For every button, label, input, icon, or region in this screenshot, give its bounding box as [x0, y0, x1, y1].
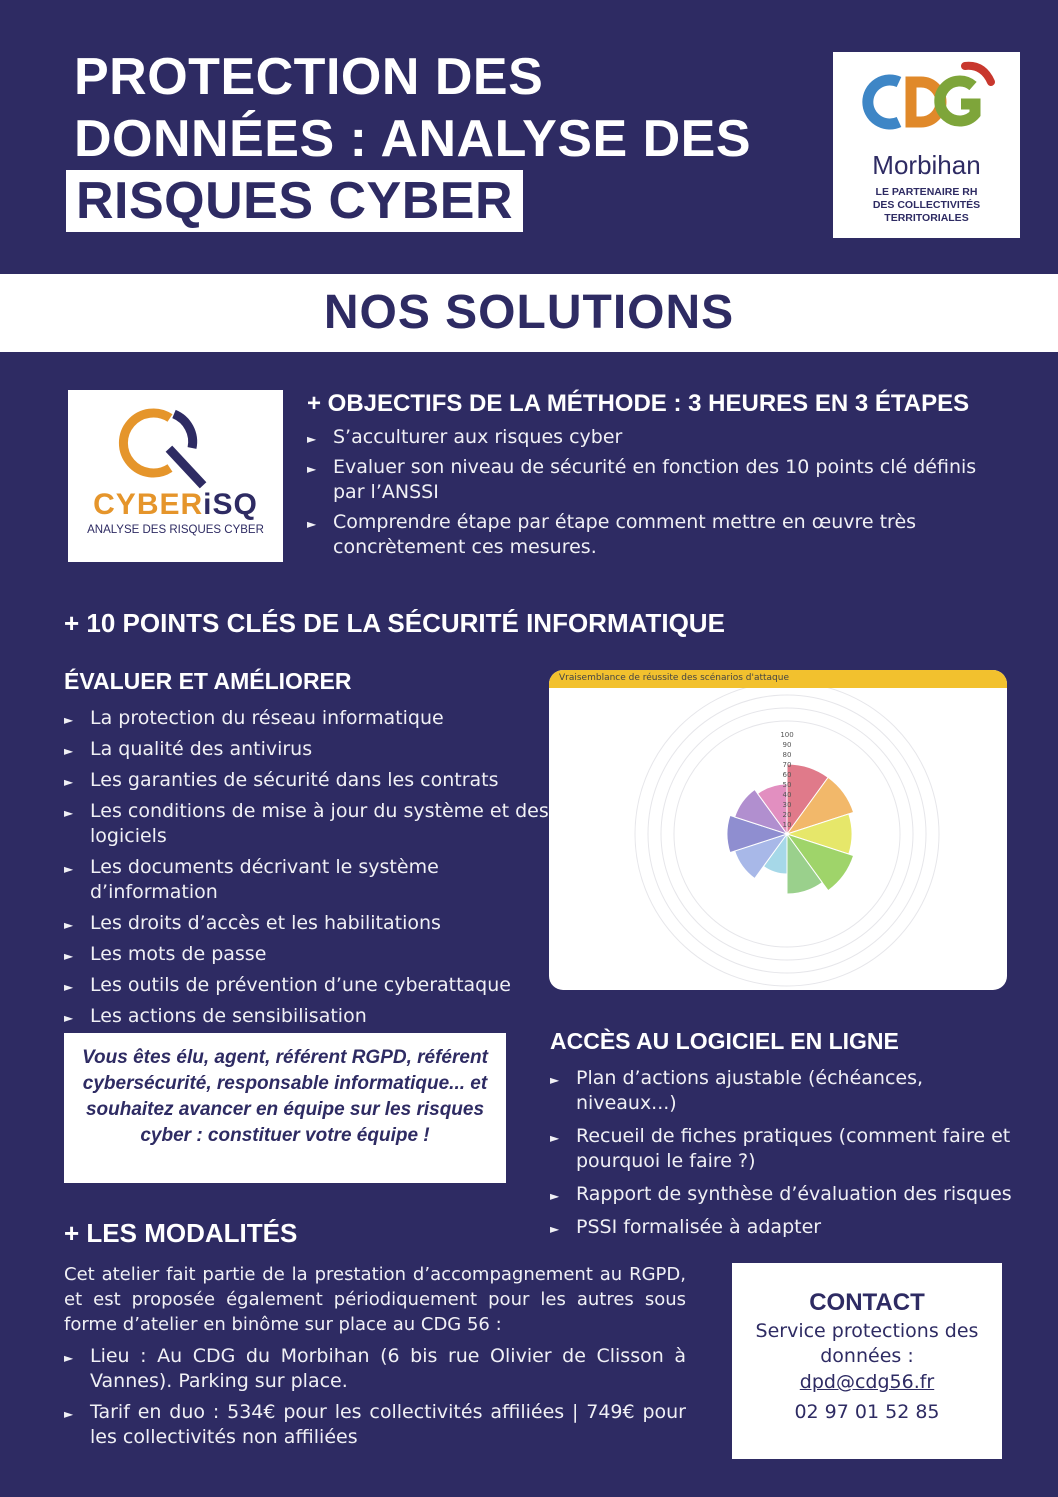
objectives-heading: + OBJECTIFS DE LA MÉTHODE : 3 HEURES EN 3 ÉTAPES [307, 390, 970, 417]
list-item: ► Les outils de prévention d’une cyberattaque [64, 973, 554, 998]
list-item: ► S’acculturer aux risques cyber [307, 425, 1007, 450]
cdg-tagline-1: LE PARTENAIRE RH [875, 186, 978, 198]
objectives-list [307, 425, 1007, 565]
solutions-band [0, 274, 1058, 352]
list-item: ► La qualité des antivirus [64, 737, 554, 762]
contact-title: CONTACT [809, 1289, 925, 1316]
page-title [74, 46, 751, 232]
cyberisq-q-icon [68, 390, 283, 562]
radar-tick-label: 70 [782, 761, 792, 769]
list-item: ► Les droits d’accès et les habilitations [64, 911, 554, 936]
modalities-heading: + LES MODALITÉS [64, 1218, 298, 1248]
cdg-tagline [833, 186, 1020, 225]
cyberisq-subtitle: ANALYSE DES RISQUES CYBER [87, 524, 264, 536]
list-item: ► PSSI formalisée à adapter [550, 1215, 1020, 1240]
title-highlight: RISQUES CYBER [66, 170, 523, 232]
radar-tick-label: 100 [780, 731, 794, 739]
callout-text: Vous êtes élu, agent, référent RGPD, référent cybersécurité, responsable informatique... et souhaitez avancer en équipe sur les risques cyber : constituer votre équipe ! [82, 1047, 488, 1146]
list-item: ► Les actions de sensibilisation [64, 1004, 554, 1029]
cyberisq-logo [68, 390, 283, 562]
access-heading: ACCÈS AU LOGICIEL EN LIGNE [550, 1028, 899, 1054]
radar-tick-label: 30 [782, 801, 792, 809]
key-points-heading: + 10 POINTS CLÉS DE LA SÉCURITÉ INFORMATIQUE [64, 608, 725, 638]
list-item: ► Rapport de synthèse d’évaluation des risques [550, 1182, 1020, 1207]
list-item: ► Recueil de fiches pratiques (comment faire et pourquoi le faire ?) [550, 1124, 1020, 1174]
evaluate-heading: ÉVALUER ET AMÉLIORER [64, 668, 352, 694]
list-item: ► Comprendre étape par étape comment mettre en œuvre très concrètement ces mesures. [307, 510, 1007, 560]
cyberisq-brand-1: CYBER [93, 488, 204, 521]
title-line-2: DONNÉES : ANALYSE DES [74, 110, 752, 168]
list-item: ► Tarif en duo : 534€ pour les collectivités affiliées | 749€ pour les collectivités non affiliées [64, 1400, 686, 1450]
list-item: ► Lieu : Au CDG du Morbihan (6 bis rue Olivier de Clisson à Vannes). Parking sur place. [64, 1344, 686, 1394]
list-item: ► La protection du réseau informatique [64, 706, 554, 731]
radar-tick-label: 40 [782, 791, 792, 799]
title-line-1: PROTECTION DES [74, 48, 544, 106]
band-title: NOS SOLUTIONS [323, 286, 735, 339]
cdg-logo [833, 52, 1020, 238]
cdg-tagline-2: DES COLLECTIVITÉS [872, 199, 981, 211]
list-item: ► Plan d’actions ajustable (échéances, niveaux...) [550, 1066, 1020, 1116]
list-item: ► Les conditions de mise à jour du système et des logiciels [64, 799, 554, 849]
list-item: ► Les documents décrivant le système d’information [64, 855, 554, 905]
cdg-tagline-3: TERRITORIALES [884, 212, 969, 224]
contact-box [732, 1263, 1002, 1459]
access-list [550, 1066, 1020, 1248]
radar-tick-label: 60 [782, 771, 792, 779]
list-item: ► Les mots de passe [64, 942, 554, 967]
contact-phone: 02 97 01 52 85 [794, 1401, 940, 1423]
radar-tick-label: 10 [782, 821, 792, 829]
radar-tick-label: 90 [782, 741, 792, 749]
list-item: ► Evaluer son niveau de sécurité en fonction des 10 points clé définis par l’ANSSI [307, 455, 1007, 505]
radar-tick-label: 20 [782, 811, 792, 819]
chart-title: Vraisemblance de réussite des scénarios d'attaque [559, 673, 789, 683]
list-item: ► Les garanties de sécurité dans les contrats [64, 768, 554, 793]
radar-tick-label: 50 [782, 781, 792, 789]
evaluate-list [64, 706, 554, 1035]
team-callout [64, 1033, 506, 1183]
cdg-name: Morbihan [872, 150, 981, 180]
contact-email-link[interactable]: dpd@cdg56.fr [799, 1371, 935, 1393]
cyberisq-brand-2: iSQ [203, 488, 258, 521]
radar-svg [549, 688, 1007, 990]
modalities-list [64, 1344, 686, 1456]
risk-radar-chart [549, 670, 1007, 990]
contact-service: Service protections des données : [755, 1320, 979, 1367]
modalities-text: Cet atelier fait partie de la prestation d’accompagnement au RGPD, et est proposée également périodiquement pour les autres sous forme d’atelier en binôme sur place au CDG 56 : [64, 1264, 686, 1335]
radar-tick-label: 80 [782, 751, 792, 759]
cyberisq-brand [68, 488, 283, 522]
